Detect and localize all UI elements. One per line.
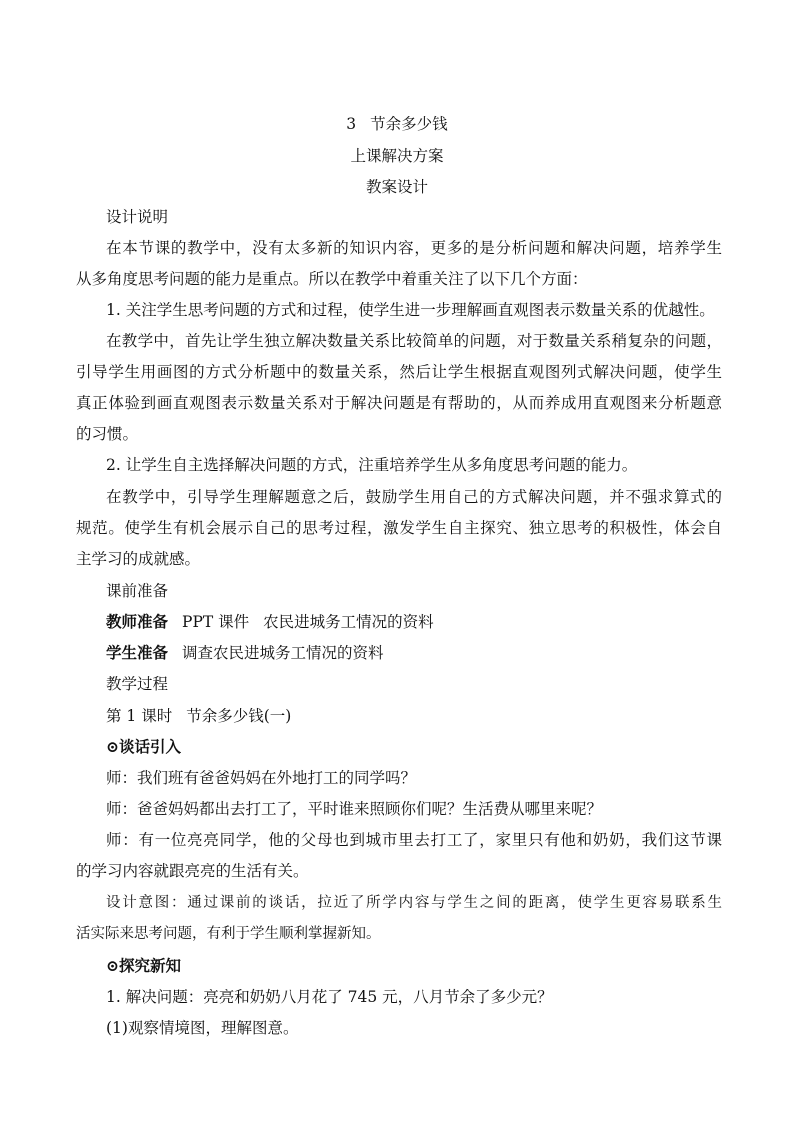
paragraph-2-line-3: 真正体验到画直观图表示数量关系对于解决问题是有帮助的，从而养成用直观图来分析题意 bbox=[76, 394, 722, 412]
paragraph-2-line-1: 在教学中，首先让学生独立解决数量关系比较简单的问题，对于数量关系稍复杂的问题， bbox=[106, 332, 722, 350]
section-title: 上课解决方案 bbox=[350, 147, 444, 165]
lesson-number-title bbox=[0, 113, 794, 135]
design-intent-line-1: 设计意图：通过课前的谈话，拉近了所学内容与学生之间的距离，使学生更容易联系生 bbox=[106, 895, 722, 911]
teacher-prep-item-1: PPT 课件 bbox=[182, 613, 250, 631]
section-intro-heading: ⊙谈话引入 bbox=[106, 737, 181, 756]
teacher-prep-label: 教师准备 bbox=[106, 612, 169, 631]
lesson-period bbox=[106, 705, 722, 727]
lesson-number: 3 bbox=[346, 115, 357, 133]
lesson-period-label: 第 1 课时 bbox=[106, 707, 173, 725]
teacher-prep bbox=[106, 611, 722, 633]
paragraph-3-line-3: 主学习的成就感。 bbox=[76, 550, 201, 568]
student-prep bbox=[106, 642, 722, 664]
paragraph-1-line-1: 在本节课的教学中，没有太多新的知识内容，更多的是分析问题和解决问题，培养学生 bbox=[106, 239, 722, 257]
process-heading: 教学过程 bbox=[106, 675, 169, 693]
paragraph-3-line-1: 在教学中，引导学生理解题意之后，鼓励学生用自己的方式解决问题，并不强求算式的 bbox=[106, 488, 722, 506]
paragraph-3-line-2: 规范。使学生有机会展示自己的思考过程，激发学生自主探究、独立思考的积极性，体会自 bbox=[76, 519, 722, 537]
paragraph-2-line-4: 的习惯。 bbox=[76, 425, 139, 443]
point-2: 2. 让学生自主选择解决问题的方式，注重培养学生从多角度思考问题的能力。 bbox=[106, 456, 638, 474]
teacher-prep-item-2: 农民进城务工情况的资料 bbox=[263, 613, 434, 631]
teacher-line-3-part-2: 的学习内容就跟亮亮的生活有关。 bbox=[76, 862, 309, 880]
prep-heading: 课前准备 bbox=[106, 582, 169, 600]
paragraph-1-line-2: 从多角度思考问题的能力是重点。所以在教学中着重关注了以下几个方面： bbox=[76, 270, 588, 288]
student-prep-text: 调查农民进城务工情况的资料 bbox=[182, 644, 384, 662]
teacher-line-1: 师：我们班有爸爸妈妈在外地打工的同学吗？ bbox=[106, 769, 417, 787]
teacher-line-3-part-1: 师：有一位亮亮同学，他的父母也到城市里去打工了，家里只有他和奶奶，我们这节课 bbox=[106, 831, 722, 849]
question-1: 1. 解决问题：亮亮和奶奶八月花了 745 元，八月节余了多少元？ bbox=[106, 988, 553, 1006]
teacher-line-2: 师：爸爸妈妈都出去打工了，平时谁来照顾你们呢？生活费从哪里来呢？ bbox=[106, 800, 603, 818]
section-explore-heading: ⊙探究新知 bbox=[106, 956, 181, 975]
point-1: 1. 关注学生思考问题的方式和过程，使学生进一步理解画直观图表示数量关系的优越性。 bbox=[106, 301, 715, 319]
design-intent-line-2: 活实际来思考问题，有利于学生顺利掌握新知。 bbox=[76, 926, 381, 942]
lesson-period-title: 节余多少钱(一) bbox=[186, 707, 292, 725]
lesson-name: 节余多少钱 bbox=[370, 115, 448, 133]
question-1-step-1: (1)观察情境图，理解图意。 bbox=[106, 1019, 299, 1037]
paragraph-2-line-2: 引导学生用画图的方式分析题中的数量关系，然后让学生根据直观图列式解决问题，使学生 bbox=[76, 363, 722, 381]
student-prep-label: 学生准备 bbox=[106, 643, 169, 662]
design-note-heading: 设计说明 bbox=[106, 208, 169, 226]
subsection-title: 教案设计 bbox=[365, 178, 428, 196]
